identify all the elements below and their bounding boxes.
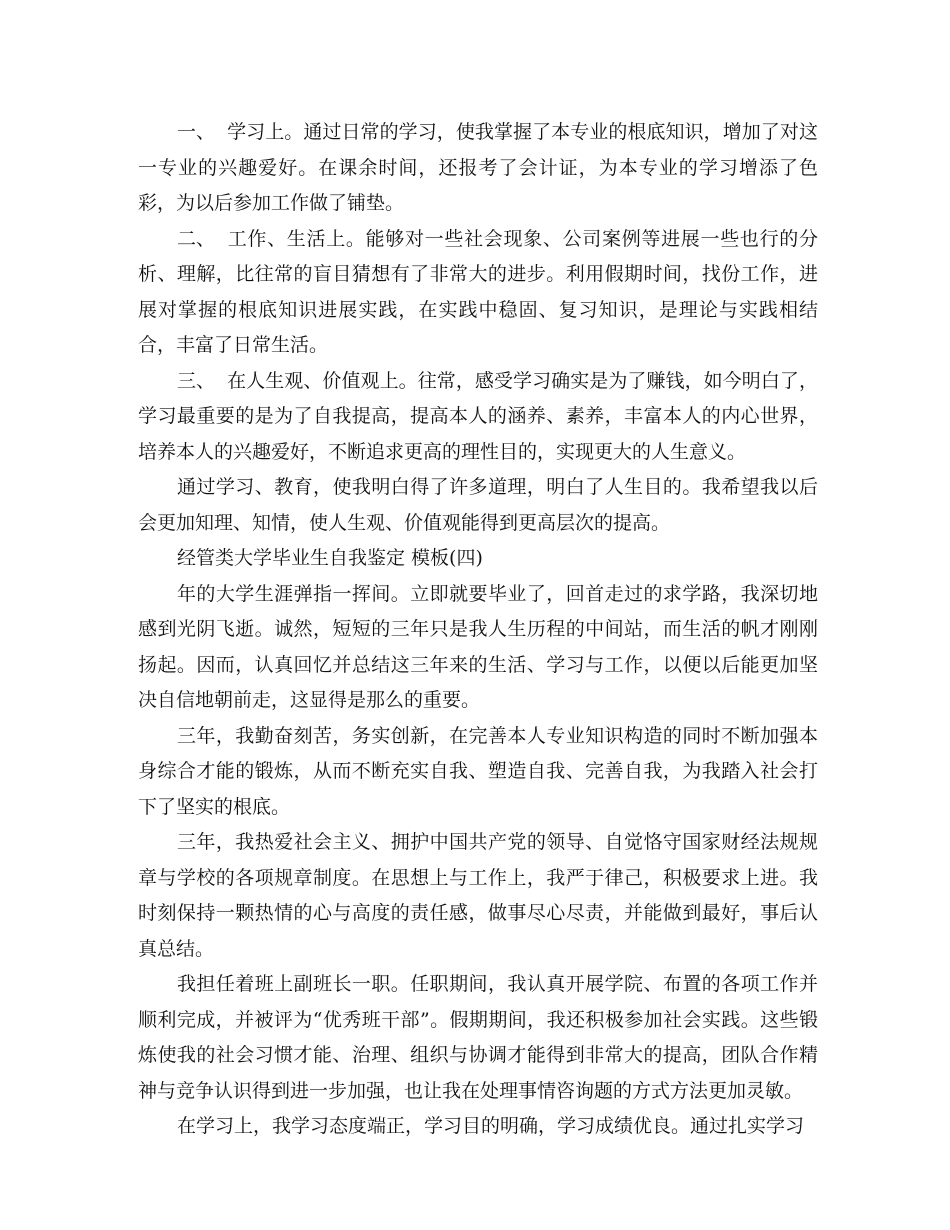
paragraph-text: 工作、生活上。能够对一些社会现象、公司案例等进展一些也行的分析、理解，比往常的盲目猜想有了非常大的进步。利用假期时间，找份工作，进展对掌握的根底知识进展实践，在实践中稳固、复习知识，是理论与实践相结合，丰富了日常生活。 xyxy=(138,227,818,356)
paragraph-values xyxy=(138,364,818,471)
list-marker: 三、 xyxy=(177,369,216,392)
section-heading: 经管类大学毕业生自我鉴定 模板(四) xyxy=(177,547,483,569)
paragraph-diligence: 三年，我勤奋刻苦，务实创新，在完善本人专业知识构造的同时不断加强本身综合才能的锻炼，从而不断充实自我、塑造自我、完善自我，为我踏入社会打下了坚实的根底。 xyxy=(138,724,818,818)
paragraph-ideology: 三年，我热爱社会主义、拥护中国共产党的领导、自觉恪守国家财经法规规章与学校的各项规章制度。在思想上与工作上，我严于律己，积极要求上进。我时刻保持一颗热情的心与高度的责任感，做事尽心尽责，并能做到最好，事后认真总结。 xyxy=(138,831,818,960)
paragraph-leadership: 我担任着班上副班长一职。任职期间，我认真开展学院、布置的各项工作并顺利完成，并被评为“优秀班干部”。假期期间，我还积极参加社会实践。这些锻炼使我的社会习惯才能、治理、组织与协调才能得到非常大的提高，团队合作精神与竞争认识得到进一步加强，也让我在处理事情咨询题的方式方法更加灵敏。 xyxy=(138,973,818,1102)
paragraph-conclusion: 通过学习、教育，使我明白得了许多道理，明白了人生目的。我希望我以后会更加知理、知情，使人生观、价值观能得到更高层次的提高。 xyxy=(138,476,818,534)
paragraph-text: 在人生观、价值观上。往常，感受学习确实是为了赚钱，如今明白了，学习最重要的是为了自我提高，提高本人的涵养、素养，丰富本人的内心世界，培养本人的兴趣爱好，不断追求更高的理性目的，实现更大的人生意义。 xyxy=(138,369,818,463)
paragraph-text: 学习上。通过日常的学习，使我掌握了本专业的根底知识，增加了对这一专业的兴趣爱好。在课余时间，还报考了会计证，为本专业的学习增添了色彩，为以后参加工作做了铺垫。 xyxy=(138,121,818,214)
list-marker: 二、 xyxy=(177,227,216,250)
paragraph-study xyxy=(138,115,818,222)
list-marker: 一、 xyxy=(177,121,216,143)
paragraph-intro: 年的大学生涯弹指一挥间。立即就要毕业了，回首走过的求学路，我深切地感到光阴飞逝。诚然，短短的三年只是我人生历程的中间站，而生活的帆才刚刚扬起。因而，认真回忆并总结这三年来的生活、学习与工作，以便以后能更加坚决自信地朝前走，这显得是那么的重要。 xyxy=(138,582,818,711)
document-page xyxy=(138,115,818,1145)
paragraph-work-life xyxy=(138,222,818,364)
paragraph-academics: 在学习上，我学习态度端正，学习目的明确，学习成绩优良。通过扎实学习 xyxy=(177,1115,805,1137)
